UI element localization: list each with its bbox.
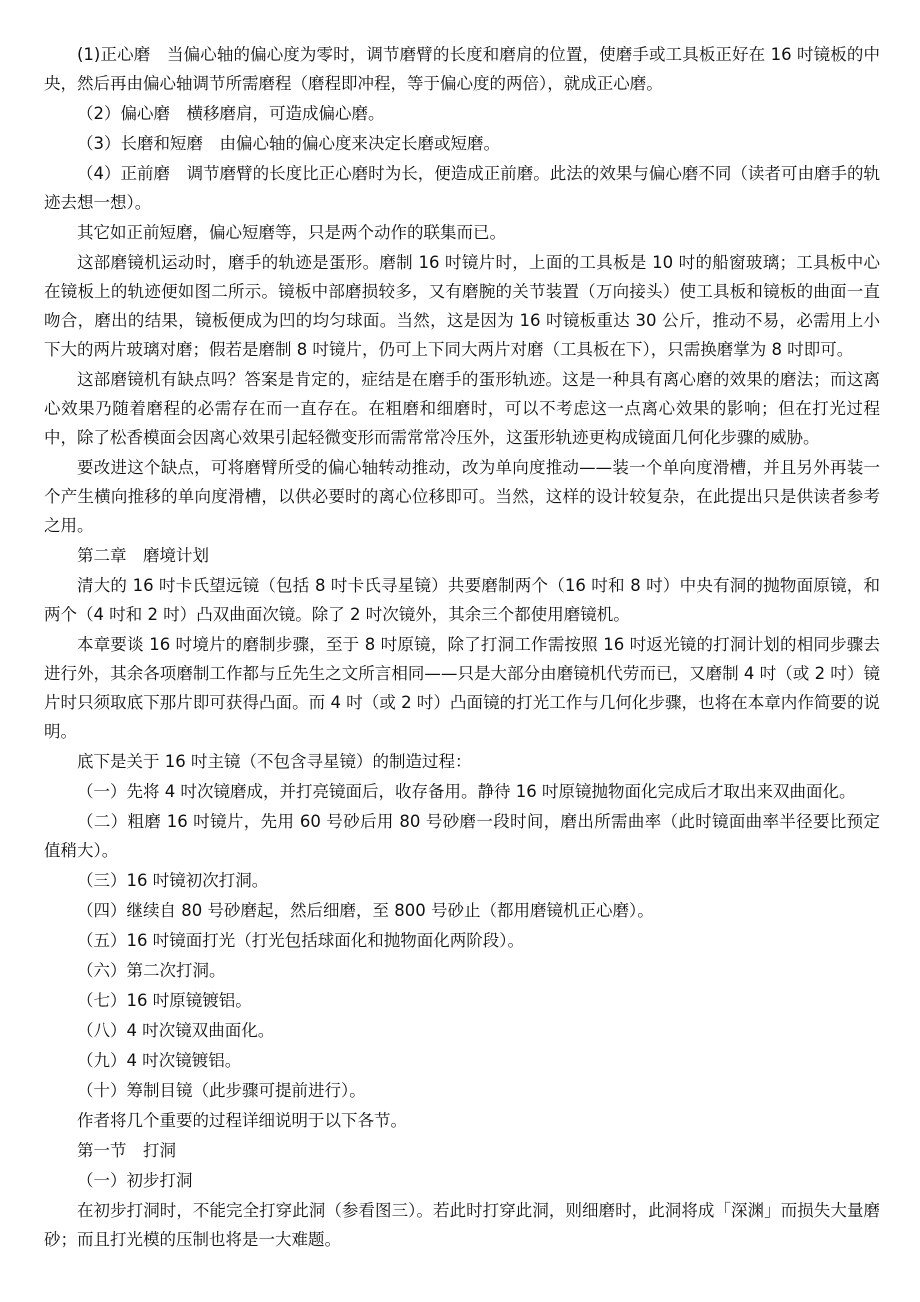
step-item: （一）先将 4 吋次镜磨成，并打亮镜面后，收存备用。静待 16 吋原镜抛物面化完成后才取出来双曲面化。	[77, 782, 856, 801]
paragraph-long-short-grinding: （3）长磨和短磨 由偏心轴的偏心度来决定长磨或短磨。	[77, 134, 500, 153]
subsection-heading: （一）初步打洞	[77, 1171, 193, 1190]
paragraph-sections-intro: 作者将几个重要的过程详细说明于以下各节。	[77, 1111, 407, 1130]
paragraph-chapter-scope: 本章要谈 16 吋境片的磨制步骤，至于 8 吋原镜，除了打洞工作需按照 16 吋返光镜的打洞计划的相同步骤去进行外，其余各项磨制工作都与丘先生之文所言相同——只是大部分由磨镜机代劳而已，又磨制 4 吋（或 2 吋）镜片时只须取底下那片即可获得凸面。而 4 吋（或 2 吋）凸面镜的打光工作与几何化步骤，也将在本章内作简要的说明。	[44, 635, 880, 741]
step-item: （二）粗磨 16 吋镜片，先用 60 号砂后用 80 号砂磨一段时间，磨出所需曲率（此时镜面曲率半径要比预定值稍大）。	[44, 812, 880, 860]
step-item: （四）继续自 80 号砂磨起，然后细磨，至 800 号砂止（都用磨镜机正心磨）。	[77, 901, 654, 920]
chapter-heading: 第二章 磨境计划	[77, 546, 209, 565]
paragraph-machine-drawbacks: 这部磨镜机有缺点吗？答案是肯定的，症结是在磨手的蛋形轨迹。这是一种具有离心磨的效果的磨法；而这离心效果乃随着磨程的必需存在而一直存在。在粗磨和细磨时，可以不考虑这一点离心效果的影响；但在打光过程中，除了松香模面会因离心效果引起轻微变形而需常常冷压外，这蛋形轨迹更构成镜面几何化步骤的威胁。	[44, 370, 880, 447]
step-item: （十）筹制目镜（此步骤可提前进行）。	[77, 1081, 366, 1100]
paragraph-center-grinding: (1)正心磨 当偏心轴的偏心度为零时，调节磨臂的长度和磨肩的位置，使磨手或工具板正好在 16 吋镜板的中央，然后再由偏心轴调节所需磨程（磨程即冲程，等于偏心度的两倍），就成正心磨。	[44, 45, 880, 93]
step-item: （七）16 吋原镜镀铝。	[77, 991, 252, 1010]
paragraph-telescope-overview: 清大的 16 吋卡氏望远镜（包括 8 吋卡氏寻星镜）共要磨制两个（16 吋和 8 吋）中央有洞的抛物面原镜，和两个（4 吋和 2 吋）凸双曲面次镜。除了 2 吋次镜外，其余三个都使用磨镜机。	[44, 576, 880, 624]
paragraph-combined-motions: 其它如正前短磨，偏心短磨等，只是两个动作的联集而已。	[77, 223, 506, 242]
paragraph-forward-grinding: （4）正前磨 调节磨臂的长度比正心磨时为长，便造成正前磨。此法的效果与偏心磨不同（读者可由磨手的轨迹去想一想）。	[44, 164, 880, 212]
step-item: （六）第二次打洞。	[77, 961, 226, 980]
paragraph-initial-drilling: 在初步打洞时，不能完全打穿此洞（参看图三）。若此时打穿此洞，则细磨时，此洞将成「深渊」而损失大量磨砂；而且打光模的压制也将是一大难题。	[44, 1201, 880, 1249]
step-item: （三）16 吋镜初次打洞。	[77, 871, 269, 890]
step-item: （九）4 吋次镜镀铝。	[77, 1051, 242, 1070]
paragraph-process-intro: 底下是关于 16 吋主镜（不包含寻星镜）的制造过程：	[77, 752, 472, 771]
paragraph-machine-motion: 这部磨镜机运动时，磨手的轨迹是蛋形。磨制 16 吋镜片时，上面的工具板是 10 吋的船窗玻璃；工具板中心在镜板上的轨迹便如图二所示。镜板中部磨损较多，又有磨腕的关节装置（万向接头）使工具板和镜板的曲面一直吻合，磨出的结果，镜板便成为凹的均匀球面。当然，这是因为 16 吋镜板重达 30 公斤，推动不易，必需用上小下大的两片玻璃对磨；假若是磨制 8 吋镜片，仍可上下同大两片对磨（工具板在下），只需换磨掌为 8 吋即可。	[44, 253, 880, 359]
paragraph-improvement: 要改进这个缺点，可将磨臂所受的偏心轴转动推动，改为单向度推动——装一个单向度滑槽，并且另外再装一个产生横向推移的单向度滑槽，以供必要时的离心位移即可。当然，这样的设计较复杂，在此提出只是供读者参考之用。	[44, 458, 880, 535]
step-item: （八）4 吋次镜双曲面化。	[77, 1021, 275, 1040]
paragraph-eccentric-grinding: （2）偏心磨 横移磨肩，可造成偏心磨。	[77, 104, 385, 123]
section-heading: 第一节 打洞	[77, 1141, 176, 1160]
step-item: （五）16 吋镜面打光（打光包括球面化和抛物面化两阶段）。	[77, 931, 524, 950]
document-page	[44, 40, 880, 1255]
